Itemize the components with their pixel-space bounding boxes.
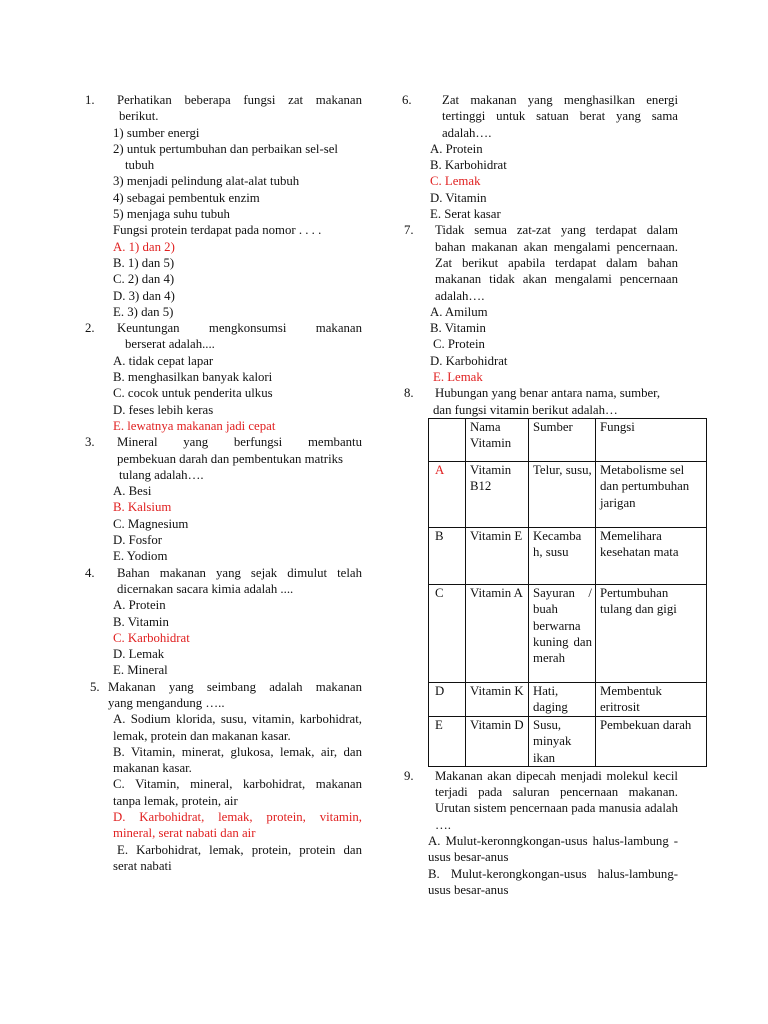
question-7	[402, 222, 678, 385]
question-stem: Mineral yang berfungsi membantu	[117, 435, 362, 450]
answer-option-correct[interactable]: B. Kalsium	[113, 500, 172, 515]
statement-item: tubuh	[125, 158, 155, 173]
answer-option[interactable]: C. Vitamin, mineral, karbohidrat, makanan tanpa lemak, protein, air	[113, 777, 362, 808]
vitamin-table	[428, 418, 707, 767]
table-cell: Vitamin A	[466, 584, 529, 682]
answer-option[interactable]: E. Yodiom	[113, 549, 168, 564]
answer-option[interactable]: C. cocok untuk penderita ulkus	[113, 386, 273, 401]
question-stem: Perhatikan beberapa fungsi zat makanan	[117, 93, 362, 107]
table-cell: Telur, susu,	[529, 461, 596, 527]
question-number: 4.	[85, 565, 95, 580]
statement-item: 3) menjadi pelindung alat-alat tubuh	[113, 174, 300, 189]
question-stem: Keuntungan mengkonsumsi makanan	[117, 321, 362, 336]
statement-item: 2) untuk pertumbuhan dan perbaikan sel-sel	[113, 141, 338, 156]
answer-option[interactable]: A. Mulut-keronngkongan-usus halus-lambung - usus besar-anus	[428, 834, 678, 865]
answer-option-correct[interactable]: C. Karbohidrat	[113, 630, 190, 645]
table-cell-option: C	[429, 584, 466, 682]
table-cell: Hati, daging	[529, 682, 596, 716]
table-row	[429, 527, 707, 584]
answer-option[interactable]: C. 2) dan 4)	[113, 272, 175, 287]
question-2	[85, 320, 362, 434]
statement-item: 1) sumber energi	[113, 125, 200, 140]
question-4	[85, 565, 362, 679]
statement-item: 5) menjaga suhu tubuh	[113, 207, 230, 222]
question-stem: Hubungan yang benar antara nama, sumber,	[435, 386, 661, 401]
answer-option[interactable]: A. Protein	[430, 141, 483, 156]
answer-option[interactable]: B. menghasilkan banyak kalori	[113, 370, 273, 385]
question-prompt: Fungsi protein terdapat pada nomor . . . .	[113, 223, 322, 238]
statement-item: 4) sebagai pembentuk enzim	[113, 190, 260, 205]
answer-option[interactable]: E. Mineral	[113, 663, 168, 678]
table-cell: Membentuk eritrosit	[596, 682, 707, 716]
question-stem: dicernakan sacara kimia adalah ....	[117, 581, 294, 596]
question-number: 2.	[85, 321, 95, 336]
answer-option[interactable]: B. Vitamin, minerat, glukosa, lemak, air, dan makanan kasar.	[113, 744, 362, 776]
answer-option[interactable]: B. Vitamin	[113, 614, 169, 629]
answer-option-correct[interactable]: E. Lemak	[433, 370, 483, 385]
table-cell: Vitamin K	[466, 682, 529, 716]
table-cell: Vitamin E	[466, 527, 529, 584]
table-row	[429, 461, 707, 527]
answer-option-correct[interactable]: A. 1) dan 2)	[113, 239, 175, 254]
question-stem: Zat makanan yang menghasilkan energi tertinggi untuk satuan berat yang sama adalah….	[442, 93, 678, 140]
question-8	[402, 385, 692, 766]
question-number: 5.	[90, 679, 100, 694]
table-cell-option: A	[429, 461, 466, 527]
question-number: 8.	[404, 386, 414, 401]
answer-option[interactable]: D. Fosfor	[113, 533, 163, 548]
left-column	[85, 92, 362, 874]
question-1	[85, 92, 362, 320]
answer-option-correct[interactable]: D. Karbohidrat, lemak, protein, vitamin, mineral, serat nabati dan air	[113, 810, 362, 841]
answer-option[interactable]: B. Vitamin	[430, 321, 486, 336]
answer-option[interactable]: A. Besi	[113, 484, 152, 499]
table-cell: Sayuran / buah berwarna kuning dan merah	[529, 584, 596, 682]
table-cell-option: E	[429, 716, 466, 766]
answer-option[interactable]: D. Vitamin	[430, 190, 487, 205]
question-stem: Bahan makanan yang sejak dimulut telah	[117, 565, 362, 580]
table-row	[429, 716, 707, 766]
question-number: 3.	[85, 435, 95, 450]
answer-option-correct[interactable]: C. Lemak	[430, 174, 481, 189]
answer-option[interactable]: B. Mulut-kerongkongan-usus halus-lambung-usus besar-anus	[428, 866, 678, 897]
question-stem: Makanan akan dipecah menjadi molekul kecil terjadi pada saluran pencernaan makanan. Urutan sistem pencernaan pada manusia adalah ….	[435, 768, 678, 832]
table-cell: Memelihara kesehatan mata	[596, 527, 707, 584]
answer-option[interactable]: C. Protein	[433, 337, 485, 352]
question-stem: Tidak semua zat-zat yang terdapat dalam bahan makanan akan mengalami pencernaan. Zat berikut apabila terdapat dalam bahan makanan tidak akan mengalami pencernaan adalah….	[435, 223, 678, 303]
question-stem: yang mengandung …..	[108, 695, 225, 710]
table-row	[429, 682, 707, 716]
table-cell-option: D	[429, 682, 466, 716]
table-header-row	[429, 418, 707, 461]
table-cell: Susu, minyak ikan	[529, 716, 596, 766]
answer-option[interactable]: D. 3) dan 4)	[113, 288, 175, 303]
table-header-cell: Fungsi	[596, 418, 707, 461]
answer-option[interactable]: E. Serat kasar	[430, 207, 501, 222]
table-cell: Vitamin D	[466, 716, 529, 766]
question-number: 7.	[404, 223, 414, 238]
question-number: 1.	[85, 93, 95, 107]
answer-option[interactable]: A. tidak cepat lapar	[113, 353, 214, 368]
right-column	[402, 92, 692, 898]
answer-option[interactable]: A. Amilum	[430, 304, 488, 319]
question-9	[402, 768, 678, 898]
table-cell: Metabolisme sel dan pertumbuhan jarigan	[596, 461, 707, 527]
table-header-cell: Sumber	[529, 418, 596, 461]
answer-option[interactable]: B. Karbohidrat	[430, 158, 507, 173]
table-cell: Vitamin B12	[466, 461, 529, 527]
table-cell-option: B	[429, 527, 466, 584]
question-stem: Makanan yang seimbang adalah makanan	[108, 679, 362, 694]
table-cell: Pertumbuhan tulang dan gigi	[596, 584, 707, 682]
answer-option-correct[interactable]: E. lewatnya makanan jadi cepat	[113, 418, 276, 433]
answer-option[interactable]: D. Karbohidrat	[430, 353, 508, 368]
question-stem: berserat adalah....	[125, 337, 215, 352]
question-stem: berikut.	[119, 109, 159, 124]
answer-option[interactable]: C. Magnesium	[113, 516, 189, 531]
answer-option[interactable]: A. Sodium klorida, susu, vitamin, karbohidrat, lemak, protein dan makanan kasar.	[113, 712, 362, 743]
question-number: 6.	[402, 93, 412, 107]
question-stem: pembekuan darah dan pembentukan matriks	[117, 451, 344, 466]
question-3	[85, 434, 362, 564]
table-cell: Pembekuan darah	[596, 716, 707, 766]
question-6	[402, 92, 678, 222]
question-number: 9.	[404, 768, 414, 783]
answer-option[interactable]: E. Karbohidrat, lemak, protein, protein dan serat nabati	[113, 842, 362, 873]
table-row	[429, 584, 707, 682]
question-stem: dan fungsi vitamin berikut adalah…	[433, 402, 618, 417]
question-5	[85, 679, 362, 875]
answer-option[interactable]: B. 1) dan 5)	[113, 255, 175, 270]
table-header-cell	[429, 418, 466, 461]
answer-option[interactable]: D. feses lebih keras	[113, 402, 214, 417]
answer-option[interactable]: A. Protein	[113, 598, 166, 613]
answer-option[interactable]: D. Lemak	[113, 647, 165, 662]
answer-option[interactable]: E. 3) dan 5)	[113, 304, 174, 319]
table-header-cell: Nama Vitamin	[466, 418, 529, 461]
table-cell: Kecamba h, susu	[529, 527, 596, 584]
question-stem: tulang adalah….	[119, 467, 204, 482]
